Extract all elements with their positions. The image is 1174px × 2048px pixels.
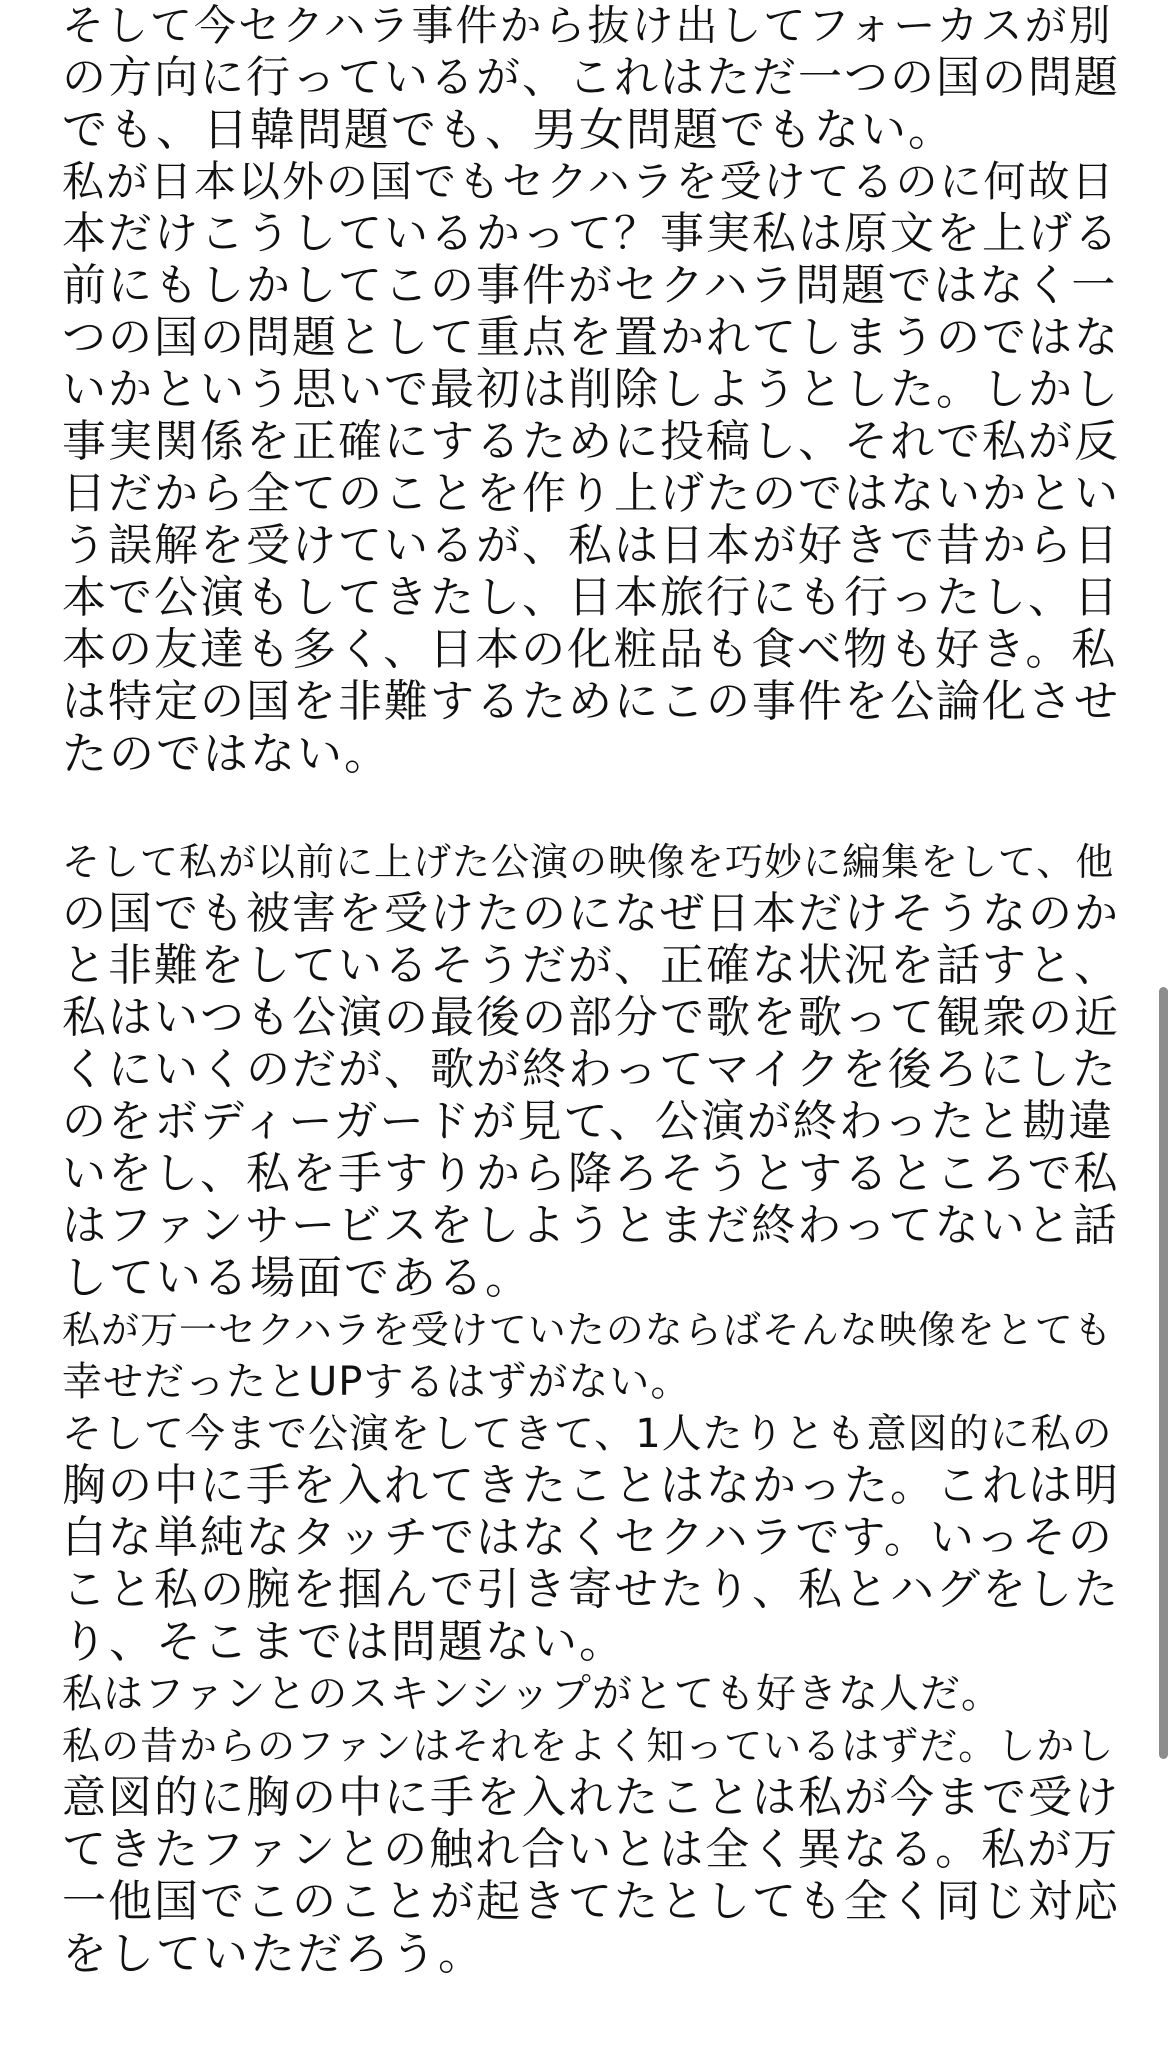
paragraph-2 bbox=[62, 836, 1122, 1980]
text-line: 前にもしかしてこの事件がセクハラ問題ではなく一 bbox=[62, 260, 1118, 311]
paragraph-spacer bbox=[62, 780, 1122, 836]
text-line: の方向に行っているが、これはただ一つの国の問題 bbox=[62, 52, 1120, 103]
text-line: と非難をしているそうだが、正確な状況を話すと、 bbox=[62, 940, 1120, 991]
text-line: 意図的に胸の中に手を入れたことは私が今まで受け bbox=[62, 1772, 1120, 1823]
text-line: 事実関係を正確にするために投稿し、それで私が反 bbox=[62, 416, 1120, 467]
text-line: そして私が以前に上げた公演の映像を巧妙に編集をして、他 bbox=[62, 840, 1115, 884]
text-line: 私はファンとのスキンシップがとても好きな人だ。 bbox=[62, 1671, 1002, 1717]
text-line: てきたファンとの触れ合いとは全く異なる。私が万 bbox=[62, 1824, 1120, 1875]
text-line: の国でも被害を受けたのになぜ日本だけそうなのか bbox=[62, 888, 1120, 939]
text-line: 私はいつも公演の最後の部分で歌を歌って観衆の近 bbox=[62, 992, 1120, 1043]
text-line: のをボディーガードが見て、公演が終わったと勘違 bbox=[62, 1096, 1115, 1147]
document-body bbox=[62, 0, 1122, 1980]
text-line: こと私の腕を掴んで引き寄せたり、私とハグをした bbox=[62, 1564, 1120, 1615]
text-line: いをし、私を手すりから降ろそうとするところで私 bbox=[62, 1148, 1120, 1199]
text-line: 白な単純なタッチではなくセクハラです。いっその bbox=[62, 1512, 1114, 1563]
text-line: 胸の中に手を入れてきたことはなかった。これは明 bbox=[62, 1460, 1120, 1511]
paragraph-1 bbox=[62, 0, 1122, 780]
vertical-scrollbar[interactable] bbox=[1159, 987, 1168, 1759]
text-line: そして今まで公演をしてきて、1人たりとも意図的に私の bbox=[62, 1411, 1113, 1457]
text-line: はファンサービスをしようとまだ終わってないと話 bbox=[62, 1200, 1119, 1251]
text-line: は特定の国を非難するためにこの事件を公論化させ bbox=[62, 676, 1120, 727]
text-line: 一他国でこのことが起きてたとしても全く同じ対応 bbox=[62, 1876, 1120, 1927]
text-line: している場面である。 bbox=[62, 1251, 533, 1304]
text-line: 私の昔からのファンはそれをよく知っているはずだ。しかし bbox=[62, 1724, 1115, 1768]
text-line: 本だけこうしているかって？事実私は原文を上げる bbox=[62, 208, 1120, 259]
text-line: でも、日韓問題でも、男女問題でもない。 bbox=[62, 103, 956, 156]
text-line: り、そこまでは問題ない。 bbox=[62, 1615, 627, 1668]
text-line: いかという思いで最初は削除しようとした。しかし bbox=[62, 364, 1120, 415]
text-line: 私が万一セクハラを受けていたのならばそんな映像をとても bbox=[62, 1308, 1113, 1352]
text-line: 本の友達も多く、日本の化粧品も食べ物も好き。私 bbox=[62, 624, 1118, 675]
text-line: くにいくのだが、歌が終わってマイクを後ろにした bbox=[62, 1044, 1118, 1095]
text-line: 幸せだったとUPするはずがない。 bbox=[62, 1359, 692, 1405]
text-line: つの国の問題として重点を置かれてしまうのではな bbox=[62, 312, 1120, 363]
text-line: 本で公演もしてきたし、日本旅行にも行ったし、日 bbox=[62, 572, 1120, 623]
text-line: 日だから全てのことを作り上げたのではないかとい bbox=[62, 468, 1120, 519]
text-line: をしていただろう。 bbox=[62, 1927, 486, 1980]
text-line: 私が日本以外の国でもセクハラを受けてるのに何故日 bbox=[62, 157, 1116, 206]
text-line: たのではない。 bbox=[62, 727, 392, 780]
text-line: う誤解を受けているが、私は日本が好きで昔から日 bbox=[62, 520, 1120, 571]
text-line: そして今セクハラ事件から抜け出してフォーカスが別 bbox=[62, 1, 1113, 50]
